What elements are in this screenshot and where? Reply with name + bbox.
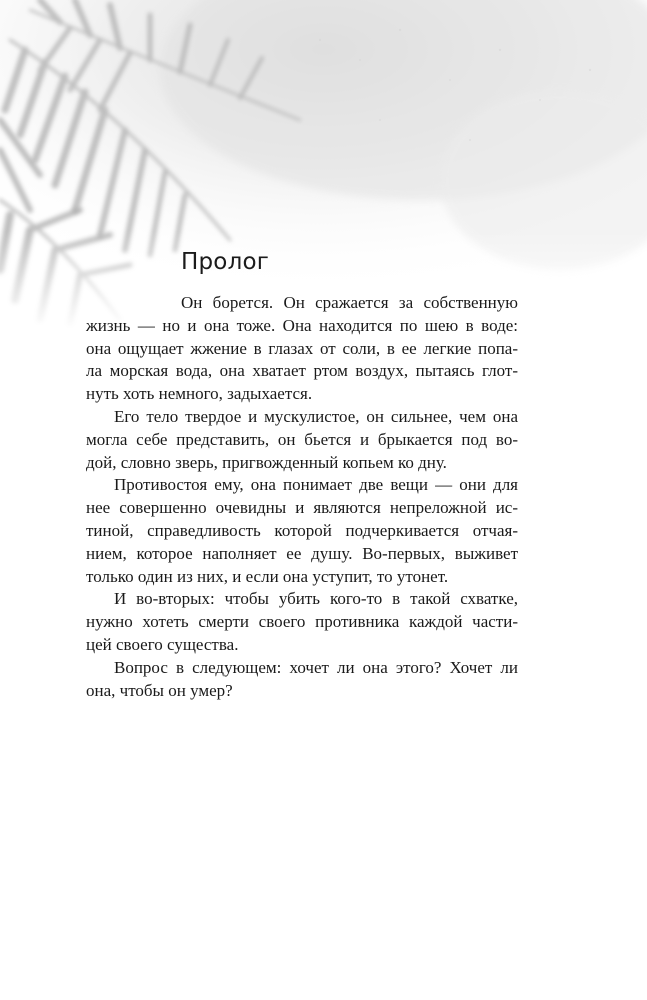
chapter-title: Пролог bbox=[181, 249, 270, 275]
paragraph bbox=[86, 406, 518, 474]
text-line: цей своего существа. bbox=[86, 634, 239, 654]
text-line: Его тело твердое и мускулистое, он сильнее, чем она bbox=[114, 406, 518, 426]
text-line: Вопрос в следующем: хочет ли она этого? Хочет ли bbox=[114, 657, 518, 677]
text-line: Он борется. Он сражается за собственную bbox=[181, 293, 518, 312]
text-line: могла себе представить, он бьется и брыкается под во- bbox=[86, 429, 518, 449]
text-line: дой, словно зверь, пригвожденный копьем ко дну. bbox=[86, 452, 447, 472]
paragraph bbox=[86, 657, 518, 703]
palm-leaf-shadow-illustration bbox=[0, 0, 647, 330]
text-line: нужно хотеть смерти своего противника каждой части- bbox=[86, 612, 518, 632]
text-line: нуть хоть немного, задыхается. bbox=[86, 384, 313, 404]
text-line: ла морская вода, она хватает ртом воздух, пытаясь глот- bbox=[86, 361, 518, 381]
text-line: Противостоя ему, она понимает две вещи — они для bbox=[114, 475, 518, 495]
chapter-body bbox=[86, 292, 518, 702]
text-line: нием, которое наполняет ее душу. Во-первых, выживет bbox=[86, 543, 518, 563]
paragraph bbox=[86, 474, 518, 588]
text-line: она, чтобы он умер? bbox=[86, 680, 233, 700]
text-line: она ощущает жжение в глазах от соли, в ее легкие попа- bbox=[86, 338, 518, 358]
text-line: только один из них, и если она уступит, то утонет. bbox=[86, 566, 449, 586]
text-line: жизнь — но и она тоже. Она находится по шею в воде: bbox=[86, 315, 518, 335]
paragraph bbox=[86, 588, 518, 656]
text-line: нее совершенно очевидны и являются непреложной ис- bbox=[86, 498, 518, 518]
text-line: И во-вторых: чтобы убить кого-то в такой схватке, bbox=[114, 589, 518, 609]
text-line: тиной, справедливость которой подчеркивается отчая- bbox=[86, 520, 518, 540]
paragraph bbox=[86, 292, 518, 406]
